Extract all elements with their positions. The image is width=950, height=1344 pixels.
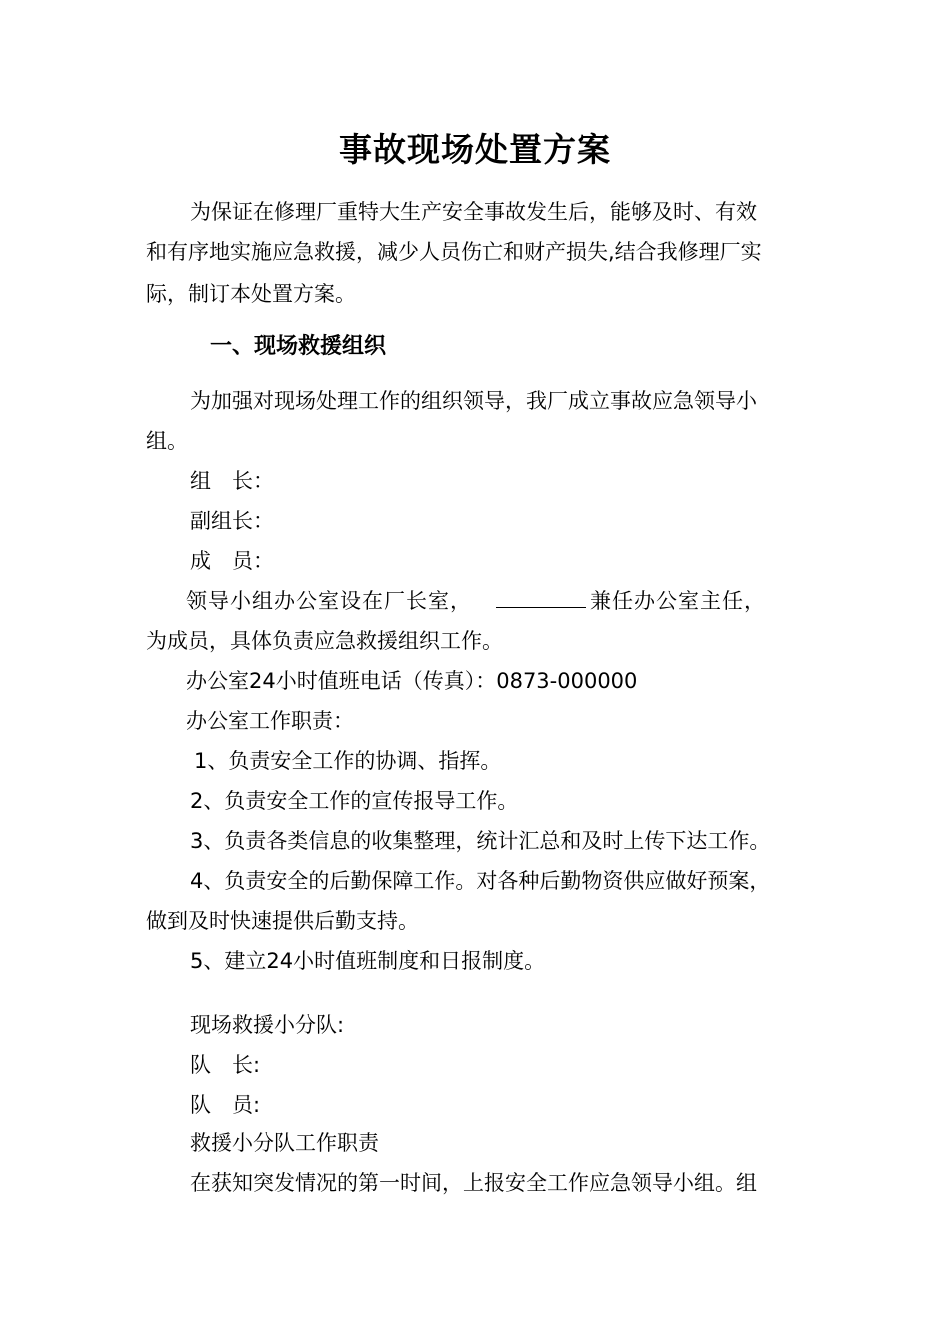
- team-duties-line-1: 在获知突发情况的第一时间，上报安全工作应急领导小组。组: [190, 1171, 757, 1195]
- team-leader-label: 队 长:: [190, 1053, 261, 1077]
- office-director-text: 兼任办公室主任，: [590, 589, 766, 613]
- duty-item-4-continued: 做到及时快速提供后勤支持。: [146, 909, 419, 933]
- duty-item-3: 3、负责各类信息的收集整理，统计汇总和及时上传下达工作。: [190, 829, 771, 853]
- member-label: 成 员：: [190, 549, 274, 573]
- phone-line: 办公室24小时值班电话（传真）：0873-000000: [186, 669, 638, 693]
- team-duties-heading: 救援小分队工作职责: [190, 1131, 379, 1155]
- intro-line-2: 和有序地实施应急救援，减少人员伤亡和财产损失,结合我修理厂实: [146, 240, 762, 264]
- intro-line-3: 际，制订本处置方案。: [146, 282, 356, 306]
- section-heading-rescue-organization: 一、现场救援组织: [210, 334, 387, 359]
- office-line-1: [186, 586, 766, 616]
- duty-item-4: 4、负责安全的后勤保障工作。对各种后勤物资供应做好预案，: [190, 869, 771, 893]
- name-blank-underline: [496, 587, 586, 608]
- duty-item-2: 2、负责安全工作的宣传报导工作。: [190, 789, 519, 813]
- leader-label: 组 长：: [190, 469, 274, 493]
- office-line-2: 为成员，具体负责应急救援组织工作。: [146, 629, 503, 653]
- section1-para-line-1: 为加强对现场处理工作的组织领导，我厂成立事故应急领导小: [190, 389, 757, 413]
- deputy-leader-label: 副组长：: [190, 509, 274, 533]
- team-member-label: 队 员:: [190, 1093, 261, 1117]
- rescue-team-heading: 现场救援小分队:: [190, 1013, 345, 1037]
- section1-para-line-2: 组。: [146, 429, 188, 453]
- duties-heading: 办公室工作职责：: [186, 709, 354, 733]
- document-title: 事故现场处置方案: [339, 130, 611, 169]
- duty-item-5: 5、建立24小时值班制度和日报制度。: [190, 949, 546, 973]
- intro-line-1: 为保证在修理厂重特大生产安全事故发生后，能够及时、有效: [190, 200, 757, 224]
- office-location-text: 领导小组办公室设在厂长室，: [186, 589, 472, 613]
- duty-item-1: 1、负责安全工作的协调、指挥。: [194, 749, 502, 773]
